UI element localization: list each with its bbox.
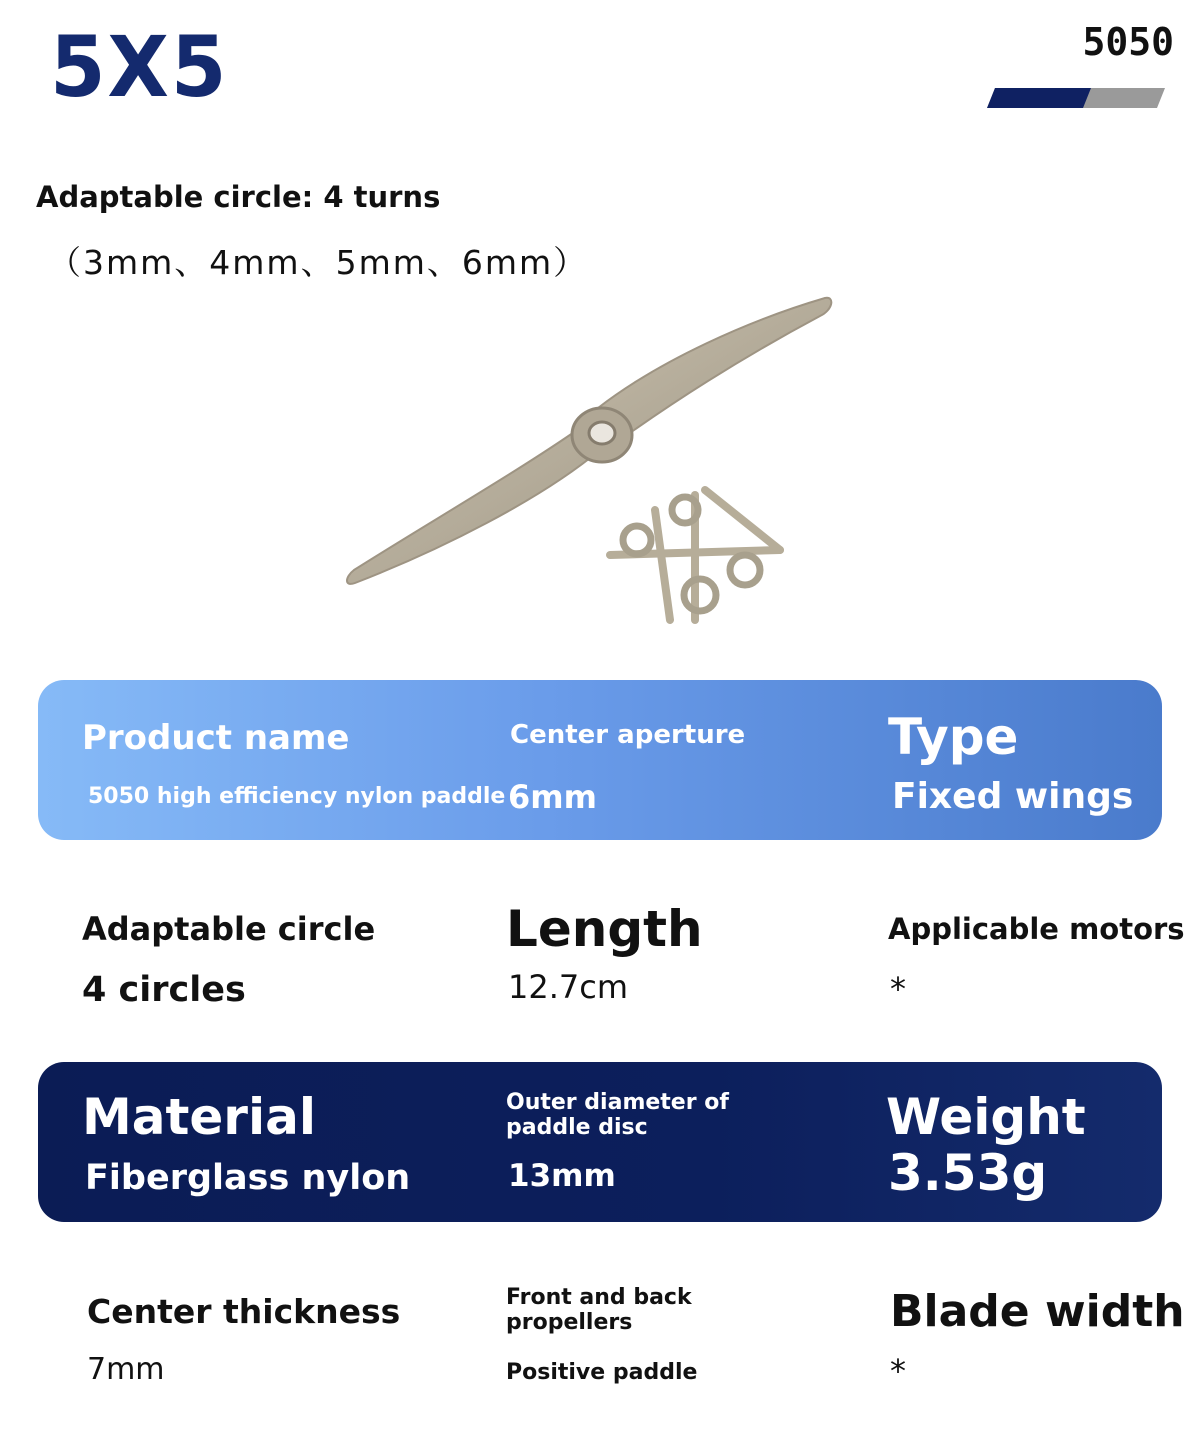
applicable-motors-label: Applicable motors — [888, 912, 1185, 946]
material-label: Material — [82, 1088, 316, 1146]
weight-label: Weight — [886, 1088, 1086, 1146]
progress-bar — [985, 86, 1167, 110]
propellers-label-line1: Front and back — [506, 1285, 692, 1310]
adaptable-circle-value: 4 circles — [82, 970, 246, 1010]
outer-diameter-label-line1: Outer diameter of — [506, 1090, 729, 1115]
adapter-rings-image — [595, 480, 795, 640]
sizes-line: （3mm、4mm、5mm、6mm） — [48, 243, 589, 282]
center-aperture-value: 6mm — [508, 778, 597, 816]
propellers-value: Positive paddle — [506, 1360, 698, 1385]
model-number: 5050 — [1082, 20, 1174, 64]
product-name-value: 5050 high efficiency nylon paddle — [88, 784, 506, 809]
adaptable-circle-line: Adaptable circle: 4 turns — [36, 180, 441, 214]
material-value: Fiberglass nylon — [85, 1158, 411, 1198]
outer-diameter-value: 13mm — [508, 1158, 616, 1194]
applicable-motors-value: * — [890, 970, 906, 1008]
center-aperture-label: Center aperture — [510, 720, 746, 750]
product-name-label: Product name — [82, 718, 350, 758]
blade-width-label: Blade width — [890, 1286, 1185, 1337]
type-label: Type — [888, 708, 1019, 766]
adaptable-circle-label: Adaptable circle — [82, 910, 376, 948]
progress-fill — [987, 88, 1091, 108]
blade-width-value: * — [890, 1352, 906, 1390]
type-value: Fixed wings — [892, 776, 1134, 817]
page-title: 5X5 — [50, 18, 229, 116]
weight-value: 3.53g — [888, 1144, 1048, 1202]
length-value: 12.7cm — [508, 968, 629, 1006]
propellers-label-line2: propellers — [506, 1310, 633, 1335]
outer-diameter-label-line2: paddle disc — [506, 1115, 648, 1140]
center-thickness-label: Center thickness — [87, 1292, 401, 1331]
length-label: Length — [506, 900, 703, 958]
center-thickness-value: 7mm — [87, 1352, 165, 1387]
